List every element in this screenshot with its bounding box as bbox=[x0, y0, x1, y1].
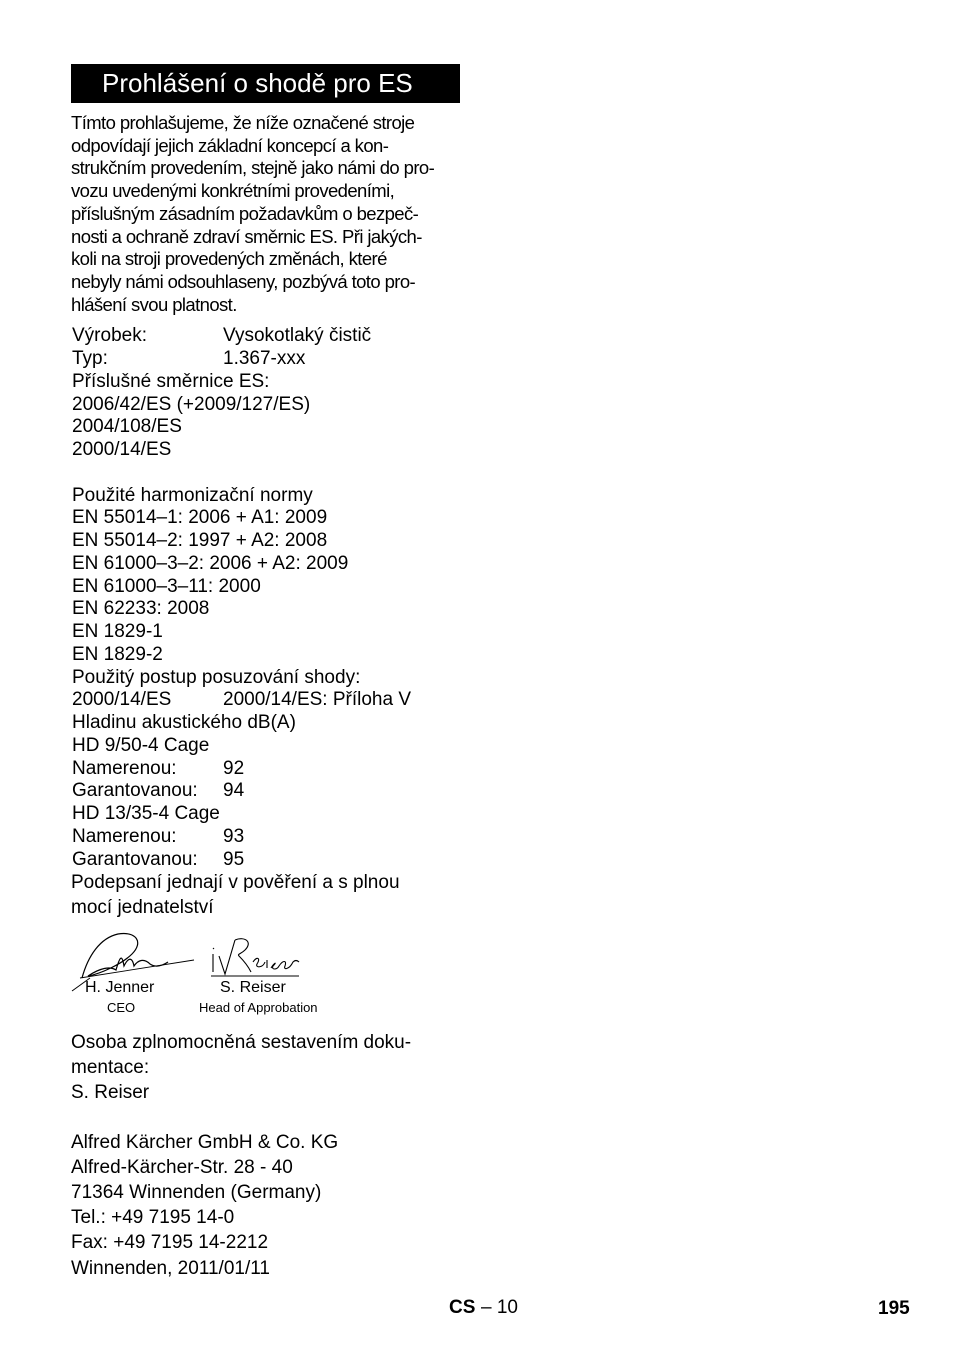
directives-label: Příslušné směrnice ES: bbox=[72, 371, 270, 392]
guaranteed-label: Garantovanou: bbox=[72, 849, 198, 870]
norm-item: EN 61000–3–11: 2000 bbox=[72, 576, 261, 597]
procedure-left: 2000/14/ES bbox=[72, 689, 172, 710]
norm-item: EN 55014–1: 2006 + A1: 2009 bbox=[72, 507, 328, 528]
procedure-right: 2000/14/ES: Příloha V bbox=[223, 689, 412, 710]
footer-section-page: – 10 bbox=[481, 1297, 518, 1318]
norm-item: EN 1829-1 bbox=[72, 621, 163, 642]
intro-paragraph bbox=[71, 112, 471, 316]
norm-item: EN 61000–3–2: 2006 + A2: 2009 bbox=[72, 553, 349, 574]
product-value: Vysokotlaký čistič bbox=[223, 325, 372, 346]
measured-value: 93 bbox=[223, 826, 245, 847]
directive-item: 2000/14/ES bbox=[72, 439, 172, 460]
procedure-label: Použitý postup posuzování shody: bbox=[72, 667, 361, 688]
signing-line: Podepsaní jednají v pověření a s plnou bbox=[71, 872, 400, 893]
intro-line: koli na stroji provedených změnách, které bbox=[71, 248, 387, 270]
intro-line: nosti a ochraně zdraví směrnic ES. Při jakých- bbox=[71, 225, 422, 247]
signatory-role: Head of Approbation bbox=[199, 1000, 318, 1015]
intro-line: vozu uvedenými konkrétními provedeními, bbox=[71, 180, 395, 202]
address-line: Alfred Kärcher GmbH & Co. KG bbox=[71, 1132, 339, 1153]
doc-person-line: Osoba zplnomocněná sestavením doku- bbox=[71, 1032, 412, 1053]
directive-item: 2004/108/ES bbox=[72, 416, 182, 437]
model-name: HD 13/35-4 Cage bbox=[72, 803, 220, 824]
type-label: Typ: bbox=[72, 348, 108, 369]
measured-label: Namerenou: bbox=[72, 826, 177, 847]
intro-line: odpovídají jejich základní koncepcí a kon- bbox=[71, 134, 389, 156]
type-value: 1.367-xxx bbox=[223, 348, 306, 369]
norm-item: EN 55014–2: 1997 + A2: 2008 bbox=[72, 530, 328, 551]
address-line: Alfred-Kärcher-Str. 28 - 40 bbox=[71, 1157, 293, 1178]
norm-item: EN 62233: 2008 bbox=[72, 598, 210, 619]
intro-line: hlášení svou platnost. bbox=[71, 293, 237, 315]
intro-line: strukčním provedením, stejně jako námi do pro- bbox=[71, 157, 435, 179]
signatory-name: H. Jenner bbox=[85, 979, 155, 996]
footer-language: CS bbox=[449, 1297, 476, 1318]
signatory-name: S. Reiser bbox=[220, 979, 286, 996]
measured-value: 92 bbox=[223, 758, 245, 779]
norm-item: EN 1829-2 bbox=[72, 644, 163, 665]
measured-label: Namerenou: bbox=[72, 758, 177, 779]
sound-label: Hladinu akustického dB(A) bbox=[72, 712, 296, 733]
guaranteed-label: Garantovanou: bbox=[72, 780, 198, 801]
doc-person-line: mentace: bbox=[71, 1057, 150, 1078]
product-label: Výrobek: bbox=[72, 325, 147, 346]
page-number: 195 bbox=[878, 1298, 910, 1319]
address-line: 71364 Winnenden (Germany) bbox=[71, 1182, 322, 1203]
guaranteed-value: 94 bbox=[223, 780, 245, 801]
guaranteed-value: 95 bbox=[223, 849, 245, 870]
doc-person-line: S. Reiser bbox=[71, 1082, 150, 1103]
model-name: HD 9/50-4 Cage bbox=[72, 735, 210, 756]
signature-reiser bbox=[205, 932, 305, 982]
section-title: Prohlášení o shodě pro ES bbox=[71, 64, 460, 103]
norms-label: Použité harmonizační normy bbox=[72, 485, 313, 506]
signing-line: mocí jednatelství bbox=[71, 897, 214, 918]
intro-line: Tímto prohlašujeme, že níže označené stroje bbox=[71, 112, 415, 133]
address-line: Tel.: +49 7195 14-0 bbox=[71, 1207, 235, 1228]
address-line: Winnenden, 2011/01/11 bbox=[71, 1258, 270, 1279]
intro-line: příslušným zásadním požadavkům o bezpeč- bbox=[71, 202, 419, 224]
signatory-role: CEO bbox=[107, 1000, 136, 1015]
intro-line: nebyly námi odsouhlaseny, pozbývá toto pro- bbox=[71, 270, 416, 292]
address-line: Fax: +49 7195 14-2212 bbox=[71, 1232, 269, 1253]
directive-item: 2006/42/ES (+2009/127/ES) bbox=[72, 394, 311, 415]
